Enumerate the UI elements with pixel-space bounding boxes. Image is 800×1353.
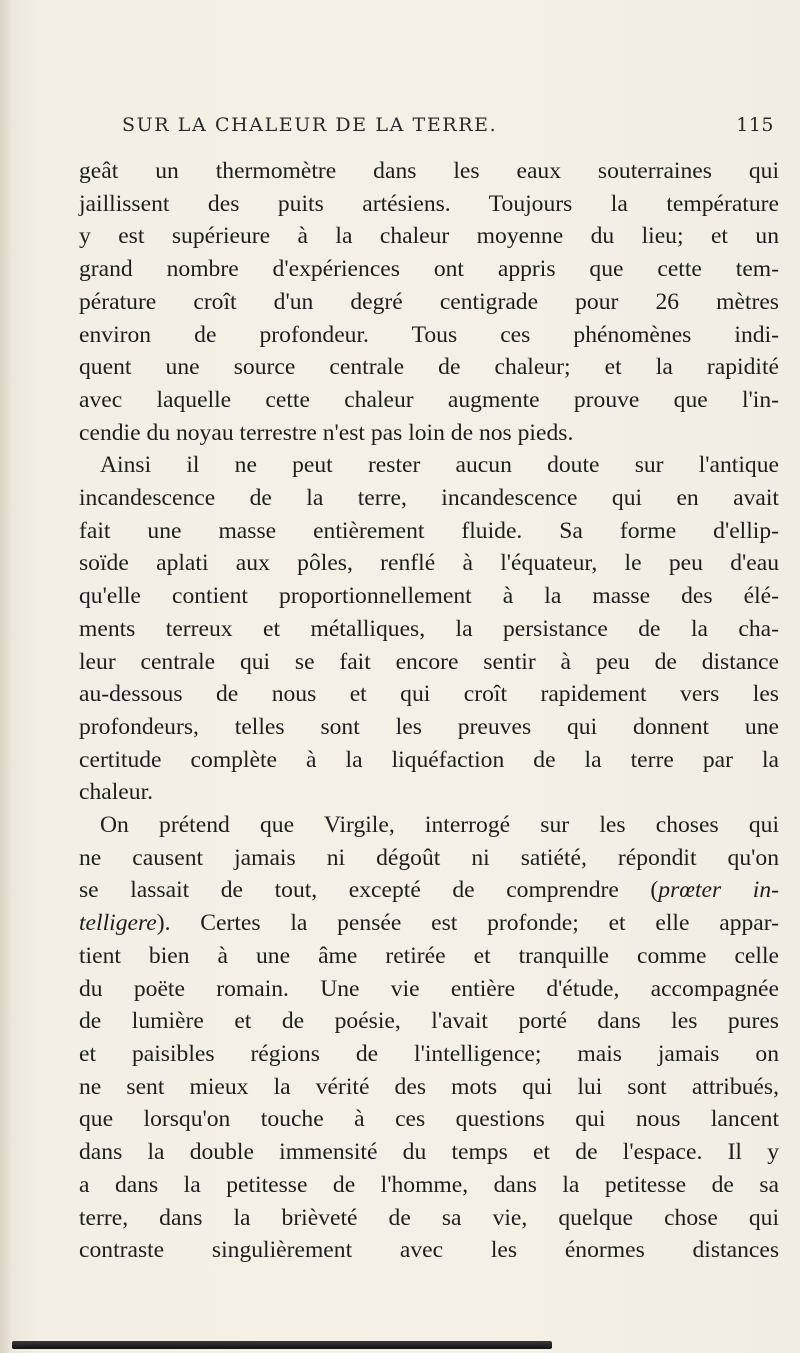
- text-line-with-italic: [79, 907, 779, 940]
- text-line: leur centrale qui se fait encore sentir à peu de distance: [79, 648, 779, 675]
- text-line: au-dessous de nous et qui croît rapidement vers les: [79, 681, 779, 708]
- text-line-with-italic: [79, 874, 779, 907]
- text-line: jaillissent des puits artésiens. Toujours la température: [79, 190, 779, 217]
- text-segment: ). Certes la pensée est profonde; et elle appar-: [156, 910, 779, 937]
- text-line: On prétend que Virgile, interrogé sur les choses qui: [100, 812, 779, 839]
- text-line: grand nombre d'expériences ont appris que cette tem-: [79, 256, 779, 283]
- text-line: Ainsi il ne peut rester aucun doute sur l'antique: [100, 452, 779, 479]
- text-line: qu'elle contient proportionnellement à la masse des élé-: [79, 583, 779, 610]
- paragraph-1: [79, 155, 779, 449]
- text-line: ne sent mieux la vérité des mots qui lui sont attribués,: [79, 1073, 779, 1100]
- text-line: que lorsqu'on touche à ces questions qui nous lancent: [79, 1106, 779, 1133]
- text-line: de lumière et de poésie, l'avait porté dans les pures: [79, 1008, 779, 1035]
- body-text: [79, 155, 779, 1267]
- text-line: chaleur.: [79, 779, 154, 806]
- latin-phrase: prœter in-: [658, 877, 779, 904]
- latin-phrase-continued: telligere: [79, 910, 157, 937]
- page-number: 115: [736, 114, 774, 136]
- bottom-page-edge: [12, 1341, 552, 1349]
- running-head: SUR LA CHALEUR DE LA TERRE.: [122, 114, 498, 136]
- text-line: pérature croît d'un degré centigrade pour 26 mètres: [79, 288, 779, 315]
- text-line: ne causent jamais ni dégoût ni satiété, répondit qu'on: [79, 844, 779, 871]
- text-line: cendie du noyau terrestre n'est pas loin de nos pieds.: [79, 419, 574, 446]
- text-line: profondeurs, telles sont les preuves qui donnent une: [79, 713, 779, 740]
- text-line: fait une masse entièrement fluide. Sa forme d'ellip-: [79, 517, 779, 544]
- text-line: quent une source centrale de chaleur; et la rapidité: [79, 354, 779, 381]
- text-line: contraste singulièrement avec les énormes distances: [79, 1237, 779, 1264]
- text-line: certitude complète à la liquéfaction de la terre par la: [79, 746, 779, 773]
- text-line: et paisibles régions de l'intelligence; mais jamais on: [79, 1040, 779, 1067]
- page-gutter-shadow: [0, 0, 12, 1353]
- text-line: avec laquelle cette chaleur augmente prouve que l'in-: [79, 386, 779, 413]
- paragraph-3: [79, 809, 779, 1267]
- text-line: environ de profondeur. Tous ces phénomènes indi-: [79, 321, 779, 348]
- text-line: tient bien à une âme retirée et tranquille comme celle: [79, 942, 779, 969]
- text-line: ments terreux et métalliques, la persistance de la cha-: [79, 615, 779, 642]
- text-line: dans la double immensité du temps et de l'espace. Il y: [79, 1139, 779, 1166]
- text-line: terre, dans la brièveté de sa vie, quelque chose qui: [79, 1204, 779, 1231]
- text-line: y est supérieure à la chaleur moyenne du lieu; et un: [79, 223, 779, 250]
- text-line: soïde aplati aux pôles, renflé à l'équateur, le peu d'eau: [79, 550, 779, 577]
- text-line: incandescence de la terre, incandescence qui en avait: [79, 485, 779, 512]
- text-line: geât un thermomètre dans les eaux souterraines qui: [79, 158, 779, 184]
- text-line: a dans la petitesse de l'homme, dans la petitesse de sa: [79, 1171, 779, 1198]
- text-segment: se lassait de tout, excepté de comprendre (: [79, 877, 659, 904]
- text-line: du poëte romain. Une vie entière d'étude, accompagnée: [79, 975, 779, 1002]
- page-header: [122, 114, 774, 144]
- paragraph-2: [79, 449, 779, 809]
